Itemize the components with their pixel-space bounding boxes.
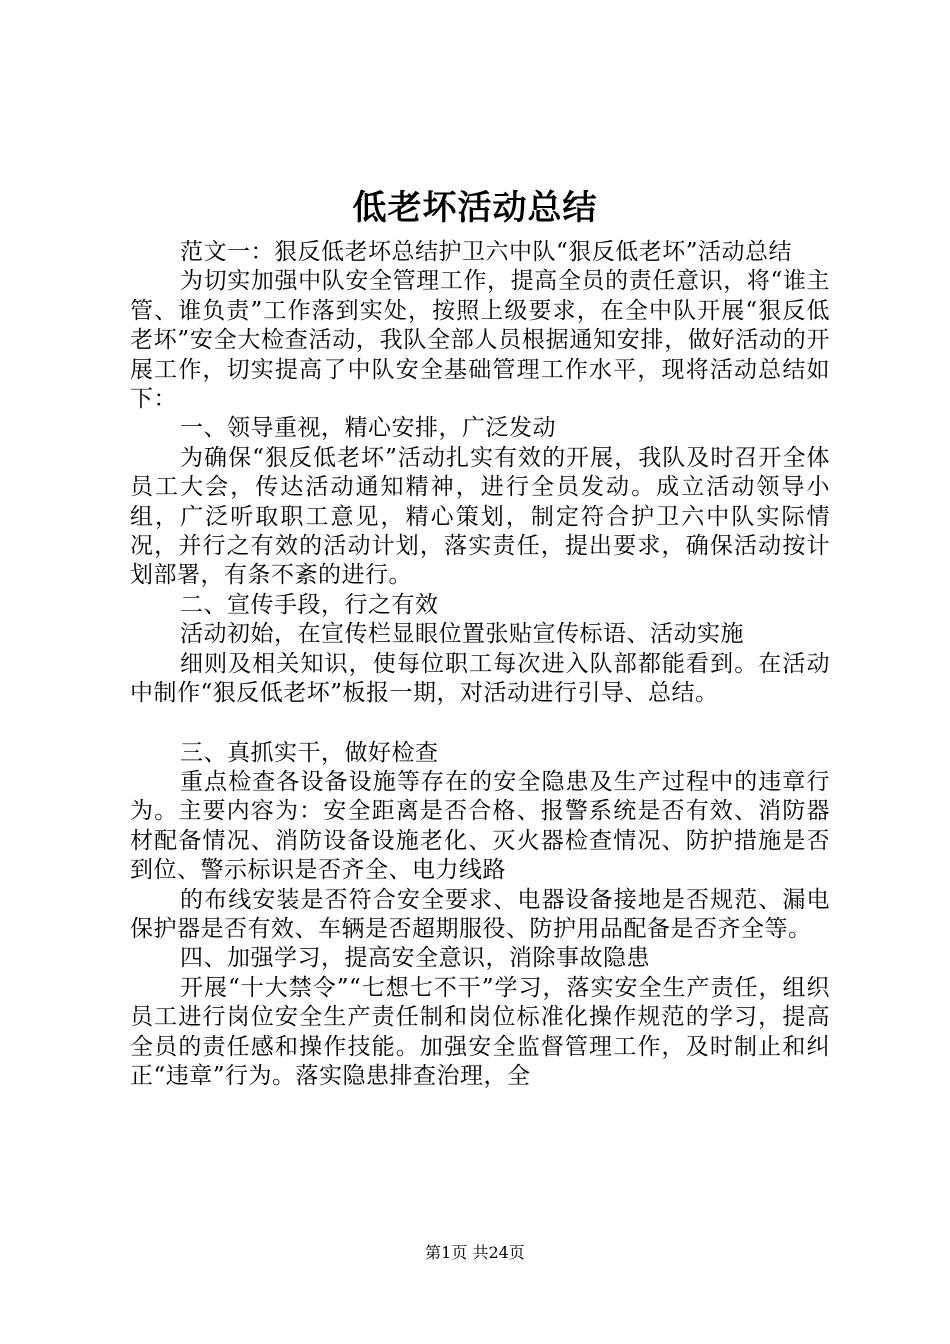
document-body xyxy=(130,238,830,1091)
paragraph-intro: 范文一：狠反低老坏总结护卫六中队“狠反低老坏”活动总结 xyxy=(180,239,793,265)
section-heading-3: 三、真抓实干，做好检查 xyxy=(180,739,439,766)
section-heading-2: 二、宣传手段，行之有效 xyxy=(180,591,439,618)
paragraph-section-2-part-2: 细则及相关知识，使每位职工每次进入队部都能看到。在活动中制作“狠反低老坏”板报一期，对活动进行引导、总结。 xyxy=(130,650,830,707)
paragraph-section-1: 为确保“狠反低老坏”活动扎实有效的开展，我队及时召开全体员工大会，传达活动通知精神，进行全员发动。成立活动领导小组，广泛听取职工意见，精心策划，制定符合护卫六中队实际情况，并行之有效的活动计划，落实责任，提出要求，确保活动按计划部署，有条不紊的进行。 xyxy=(130,444,830,589)
paragraph-section-3-part-1: 重点检查各设备设施等存在的安全隐患及生产过程中的违章行为。主要内容为：安全距离是否合格、报警系统是否有效、消防器材配备情况、消防设备设施老化、灭火器检查情况、防护措施是否到位、警示标识是否齐全、电力线路 xyxy=(130,768,830,884)
paragraph-section-2-part-1: 活动初始，在宣传栏显眼位置张贴宣传标语、活动实施 xyxy=(180,621,744,648)
document-title: 低老坏活动总结 xyxy=(352,188,598,228)
paragraph-section-4: 开展“十大禁令”“七想七不干”学习，落实安全生产责任，组织员工进行岗位安全生产责任制和岗位标准化操作规范的学习，提高全员的责任感和操作技能。加强安全监督管理工作，及时制止和纠正“违章”行为。落实隐患排查治理，全 xyxy=(130,974,830,1089)
section-heading-4: 四、加强学习，提高安全意识，消除事故隐患 xyxy=(180,945,650,972)
paragraph-section-3-part-2: 的布线安装是否符合安全要求、电器设备接地是否规范、漏电保护器是否有效、车辆是否超期服役、防护用品配备是否齐全等。 xyxy=(130,886,830,942)
paragraph-spacer xyxy=(130,709,830,739)
paragraph-opening: 为切实加强中队安全管理工作，提高全员的责任意识，将“谁主管、谁负责”工作落到实处，按照上级要求，在全中队开展“狠反低老坏”安全大检查活动，我队全部人员根据通知安排，做好活动的开展工作，切实提高了中队安全基础管理工作水平，现将活动总结如下： xyxy=(130,268,830,413)
page-footer: 第1页 共24页 xyxy=(425,1243,525,1262)
section-heading-1: 一、领导重视，精心安排，广泛发动 xyxy=(180,415,556,442)
